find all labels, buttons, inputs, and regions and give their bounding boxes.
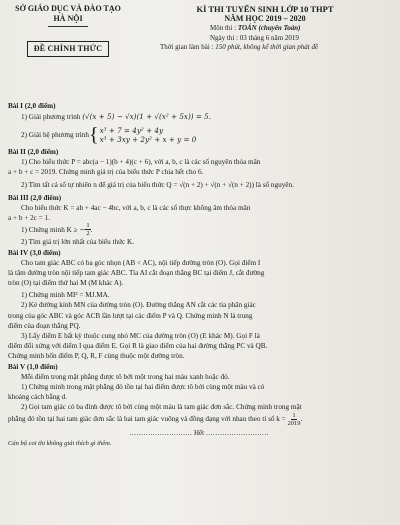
- system-eq2: x³ + 3xy + 2y² + x + y = 0: [99, 135, 197, 145]
- bai3-intro-line2: a + b + 2c = 1.: [8, 213, 50, 222]
- bai3-q1-fraction: [85, 222, 90, 237]
- end-text: Hết: [193, 429, 205, 438]
- exam-title: KÌ THI TUYỂN SINH LỚP 10 THPT: [196, 4, 334, 14]
- school-year: NĂM HỌC 2019 – 2020: [224, 14, 306, 23]
- bai3-question1: 1) Chứng minh K ≥ − $\frac{1}{2}$ .: [21, 222, 93, 238]
- time-value: 150 phút, không kể thời gian phát đề: [215, 43, 319, 51]
- fraction-numerator: 1: [292, 411, 296, 419]
- bai1-q1-math: (√(x + 5) − √x)(1 + √(x² + 5x)) = 5.: [82, 112, 212, 122]
- exam-date: Ngày thi : 03 tháng 6 năm 2019: [210, 33, 299, 42]
- exam-info-block: [140, 4, 390, 53]
- bai5-q1-line1: 1) Chứng minh trong mặt phẳng đó tồn tại hai điểm được tô bởi cùng một màu và có: [21, 383, 265, 392]
- bai2-q1-line1: 1) Cho biểu thức P = abc(a − 1)(b + 4)(c + 6), với a, b, c là các số nguyên thỏa mãn: [21, 158, 261, 167]
- equation-system: [89, 125, 196, 145]
- bai4-q3-line1: 3) Lấy điểm E bất kỳ thuộc cung nhỏ MC của đường tròn (O) (E khác M). Gọi F là: [21, 331, 260, 340]
- header-rule: [48, 26, 88, 27]
- bai4-q2-line3: điểm của đoạn thẳng PQ.: [8, 321, 81, 330]
- invigilator-note: Cán bộ coi thi không giải thích gì thêm.: [8, 439, 112, 447]
- bai5-q2-fraction: [288, 412, 301, 427]
- bai4-intro-line2: là tâm đường tròn nội tiếp tam giác ABC. Tia AI cắt đoạn thẳng BC tại điểm J, cắt đường: [8, 269, 265, 278]
- bai5-q2-line1: 2) Gọi tam giác có ba đỉnh được tô bởi cùng một màu là tam giác đơn sắc. Chứng minh trong mặt: [21, 403, 302, 412]
- exam-content: [8, 101, 390, 449]
- bai1-q2-text: 2) Giải hệ phương trình: [21, 131, 89, 140]
- subject-value: TOÁN (chuyên Toán): [237, 24, 301, 32]
- bai4-q2-line2: trong của góc ABC và góc ACB lần lượt tại các điểm P và Q. Chứng minh N là trung: [8, 311, 253, 320]
- bai3-q2: 2) Tìm giá trị lớn nhất của biểu thức K.: [21, 237, 134, 246]
- time-line: [140, 43, 390, 53]
- system-eq1: x³ + 7 = 4y² + 4y: [99, 126, 164, 136]
- section-title-1: Bài I (2,0 điểm): [8, 102, 56, 110]
- bai5-q2-line2-row: phẳng đó tồn tại hai tam giác đơn sắc là hai tam giác vuông và đồng dạng với nhau theo tỉ số k = $\frac{1}{2019}$ .: [8, 411, 303, 427]
- bai4-q3-line2: điểm đối xứng với điểm I qua điểm E. Gọi R là giao điểm của hai đường thẳng PC và QB.: [8, 341, 268, 350]
- bai5-q1-line2: khoảng cách bằng d.: [8, 393, 68, 402]
- department-block: [8, 4, 128, 57]
- subject-label: Môn thi :: [210, 24, 237, 32]
- bai1-q1-text: 1) Giải phương trình: [21, 113, 81, 122]
- time-label: Thời gian làm bài :: [160, 43, 214, 51]
- fraction-numerator: 1: [86, 222, 90, 230]
- bai3-intro-line1: Cho biểu thức K = ab + 4ac − 4bc, với a, b, c là các số thực không âm thỏa mãn: [21, 203, 251, 212]
- bai4-q2-line1: 2) Kẻ đường kính MN của đường tròn (O). Đường thẳng AN cắt các tia phân giác: [21, 301, 256, 310]
- brace-symbol: {: [88, 124, 99, 147]
- bai3-q1-text: 1) Chứng minh K ≥: [21, 225, 78, 234]
- bai1-question2: [8, 124, 390, 146]
- department-line1: SỞ GIÁO DỤC VÀ ĐÀO TẠO: [15, 4, 121, 13]
- section-title-5: Bài V (1,0 điểm): [8, 362, 58, 371]
- bai4-q3-line3: Chứng minh bốn điểm P, Q, R, F cùng thuộc một đường tròn.: [8, 351, 185, 360]
- bai4-intro-line3: tròn (O) tại điểm thứ hai M (M khác A).: [8, 279, 124, 288]
- bai2-q2: 2) Tìm tất cả số tự nhiên n để giá trị của biểu thức Q = √(n + 2) + √(n + √(n + 2)) là số nguyên.: [21, 181, 294, 190]
- section-title-2: Bài II (2,0 điểm): [8, 148, 59, 157]
- subject-line: [140, 24, 390, 34]
- fraction-denominator: 2019: [287, 419, 301, 427]
- section-title-4: Bài IV (3,0 điểm): [8, 248, 61, 257]
- bai2-q1-line2: a + b + c = 2019. Chứng minh giá trị của biểu thức P chia hết cho 6.: [8, 168, 204, 177]
- section-title-3: Bài III (2,0 điểm): [8, 193, 62, 202]
- end-marker: ……………………… Hết ………………………: [129, 429, 269, 438]
- bai4-q1: 1) Chứng minh MI² = MJ.MA.: [21, 291, 110, 300]
- department-line2: HÀ NỘI: [53, 14, 83, 23]
- bai5-q2-line2: phẳng đó tồn tại hai tam giác đơn sắc là hai tam giác vuông và đồng dạng với nhau theo tỉ số k =: [8, 415, 286, 424]
- bai4-intro-line1: Cho tam giác ABC có ba góc nhọn (AB < AC), nội tiếp đường tròn (O). Gọi điểm I: [21, 259, 261, 268]
- bai5-intro: Mỗi điểm trong mặt phẳng được tô bởi một trong hai màu xanh hoặc đỏ.: [21, 373, 230, 382]
- fraction-denominator: 2: [86, 230, 90, 238]
- official-stamp: ĐỀ CHÍNH THỨC: [27, 41, 109, 57]
- exam-header: [8, 4, 390, 100]
- bai1-question1: [8, 112, 390, 122]
- bai3-q1-sign: −: [79, 224, 86, 234]
